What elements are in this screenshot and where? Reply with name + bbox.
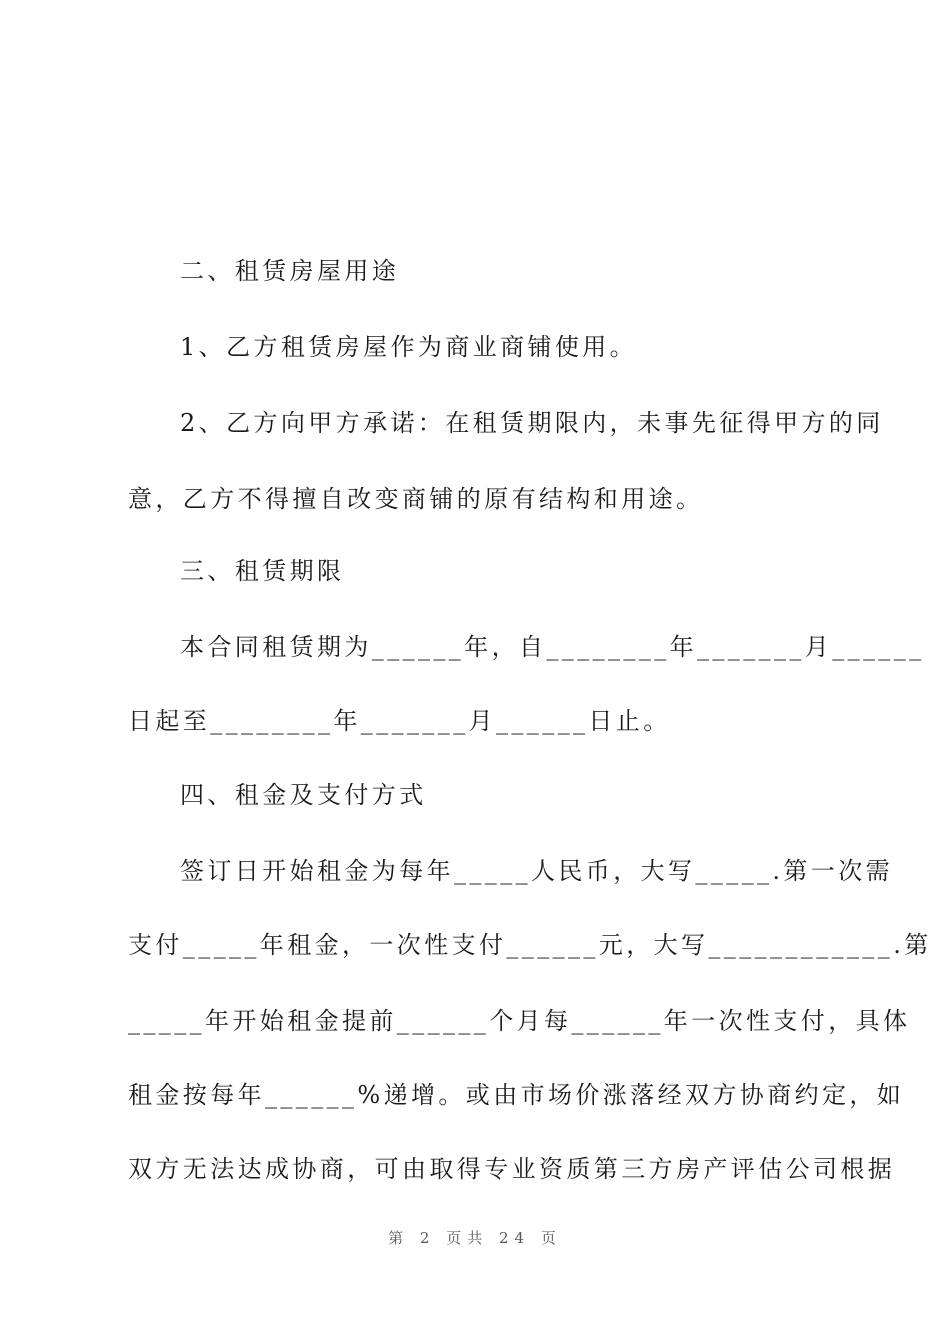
paragraph-line: 租金按每年______%递增。或由市场价涨落经双方协商约定，如 <box>128 1081 905 1109</box>
section-heading-rent: 四、租金及支付方式 <box>180 781 427 809</box>
section-heading-term: 三、租赁期限 <box>180 557 345 585</box>
paragraph-line: 签订日开始租金为每年_____人民币，大写_____.第一次需 <box>180 857 894 885</box>
paragraph-line: 2、乙方向甲方承诺：在租赁期限内，未事先征得甲方的同 <box>180 409 884 437</box>
page-number-footer: 第 2 页共 24 页 <box>388 1229 562 1247</box>
paragraph-line: _____年开始租金提前______个月每______年一次性支付，具体 <box>128 1007 911 1035</box>
paragraph-line: 本合同租赁期为______年，自________年_______月______ <box>180 633 925 661</box>
paragraph-line: 支付_____年租金，一次性支付______元，大写____________.第 <box>128 931 932 959</box>
paragraph-line: 意，乙方不得擅自改变商铺的原有结构和用途。 <box>128 485 704 513</box>
paragraph-line: 1、乙方租赁房屋作为商业商铺使用。 <box>180 333 638 361</box>
paragraph-line: 日起至________年_______月______日止。 <box>128 707 671 735</box>
paragraph-line: 双方无法达成协商，可由取得专业资质第三方房产评估公司根据 <box>128 1155 896 1183</box>
section-heading-usage: 二、租赁房屋用途 <box>180 257 400 285</box>
